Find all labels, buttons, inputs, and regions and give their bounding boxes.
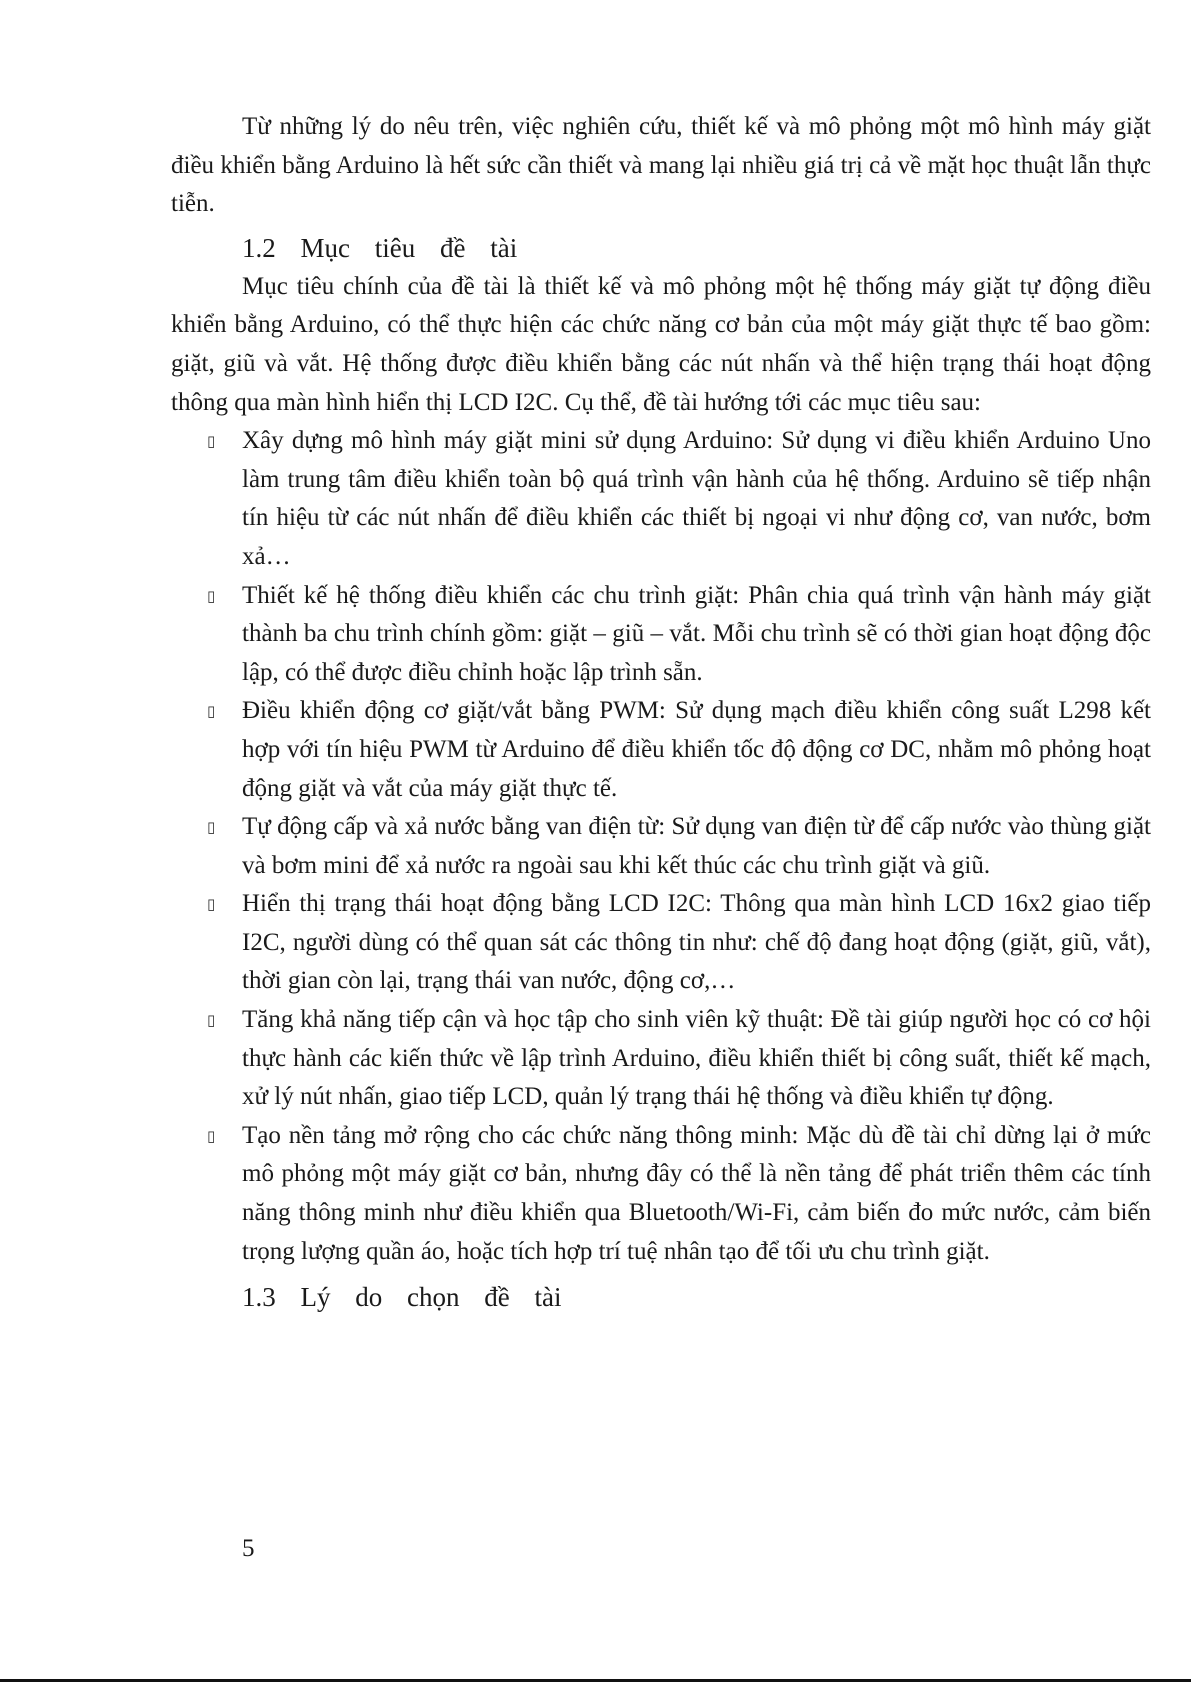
list-item xyxy=(171,1117,1151,1271)
list-item-text: Thiết kế hệ thống điều khiển các chu trình giặt: Phân chia quá trình vận hành máy giặt thành ba chu trình chính gồm: giặt – giũ – vắt. Mỗi chu trình sẽ có thời gian hoạt động độc lập, có thể được điều chỉnh hoặc lập trình sẵn. xyxy=(242,581,1151,686)
list-item-text: Điều khiển động cơ giặt/vắt bằng PWM: Sử dụng mạch điều khiển công suất L298 kết hợp với tín hiệu PWM từ Arduino để điều khiển tốc độ động cơ DC, nhằm mô phỏng hoạt động giặt và vắt của máy giặt thực tế. xyxy=(242,697,1151,802)
page-number: 5 xyxy=(242,1535,255,1562)
list-item-text: Xây dựng mô hình máy giặt mini sử dụng Arduino: Sử dụng vi điều khiển Arduino Uno làm trung tâm điều khiển toàn bộ quá trình vận hành của hệ thống. Arduino sẽ tiếp nhận tín hiệu từ các nút nhấn để điều khiển các thiết bị ngoại vi như động cơ, van nước, bơm xả… xyxy=(242,427,1151,570)
page-body xyxy=(171,108,1151,1317)
intro-paragraph: Từ những lý do nêu trên, việc nghiên cứu, thiết kế và mô phỏng một mô hình máy giặt điều khiển bằng Arduino là hết sức cần thiết và mang lại nhiều giá trị cả về mặt học thuật lẫn thực tiễn. xyxy=(171,113,1151,218)
section-heading-1-3: 1.3 Lý do chọn đề tài xyxy=(242,1282,562,1313)
square-bullet-icon: ▯ xyxy=(207,432,216,451)
list-item xyxy=(171,885,1151,1001)
square-bullet-icon: ▯ xyxy=(207,895,216,914)
list-item xyxy=(171,1001,1151,1117)
list-item-text: Tăng khả năng tiếp cận và học tập cho sinh viên kỹ thuật: Đề tài giúp người học có cơ hội thực hành các kiến thức về lập trình Arduino, điều khiển thiết bị công suất, thiết kế mạch, xử lý nút nhấn, giao tiếp LCD, quản lý trạng thái hệ thống và điều khiển tự động. xyxy=(242,1006,1151,1111)
list-item-text: Tự động cấp và xả nước bằng van điện từ: Sử dụng van điện từ để cấp nước vào thùng giặt và bơm mini để xả nước ra ngoài sau khi kết thúc các chu trình giặt và giũ. xyxy=(242,813,1151,879)
list-item xyxy=(171,422,1151,576)
list-item xyxy=(171,808,1151,885)
square-bullet-icon: ▯ xyxy=(207,1126,216,1145)
section-heading-1-2: 1.2 Mục tiêu đề tài xyxy=(242,232,518,263)
footer-divider xyxy=(0,1679,1191,1682)
list-item-text: Tạo nền tảng mở rộng cho các chức năng thông minh: Mặc dù đề tài chỉ dừng lại ở mức mô phỏng một máy giặt cơ bản, nhưng đây có thể là nền tảng để phát triển thêm các tính năng thông minh như điều khiển qua Bluetooth/Wi-Fi, cảm biến đo mức nước, cảm biến trọng lượng quần áo, hoặc tích hợp trí tuệ nhân tạo để tối ưu chu trình giặt. xyxy=(242,1121,1151,1265)
square-bullet-icon: ▯ xyxy=(207,1011,216,1030)
objective-list xyxy=(171,422,1151,1271)
objective-paragraph: Mục tiêu chính của đề tài là thiết kế và mô phỏng một hệ thống máy giặt tự động điều khiển bằng Arduino, có thể thực hiện các chức năng cơ bản của một máy giặt thực tế bao gồm: giặt, giũ và vắt. Hệ thống được điều khiển bằng các nút nhấn và thể hiện trạng thái hoạt động thông qua màn hình hiển thị LCD I2C. Cụ thể, đề tài hướng tới các mục tiêu sau: xyxy=(171,272,1151,416)
list-item xyxy=(171,692,1151,808)
square-bullet-icon: ▯ xyxy=(207,702,216,721)
list-item-text: Hiển thị trạng thái hoạt động bằng LCD I2C: Thông qua màn hình LCD 16x2 giao tiếp I2C, người dùng có thể quan sát các thông tin như: chế độ đang hoạt động (giặt, giũ, vắt), thời gian còn lại, trạng thái van nước, động cơ,… xyxy=(242,890,1151,995)
square-bullet-icon: ▯ xyxy=(207,586,216,605)
square-bullet-icon: ▯ xyxy=(207,818,216,837)
list-item xyxy=(171,577,1151,693)
